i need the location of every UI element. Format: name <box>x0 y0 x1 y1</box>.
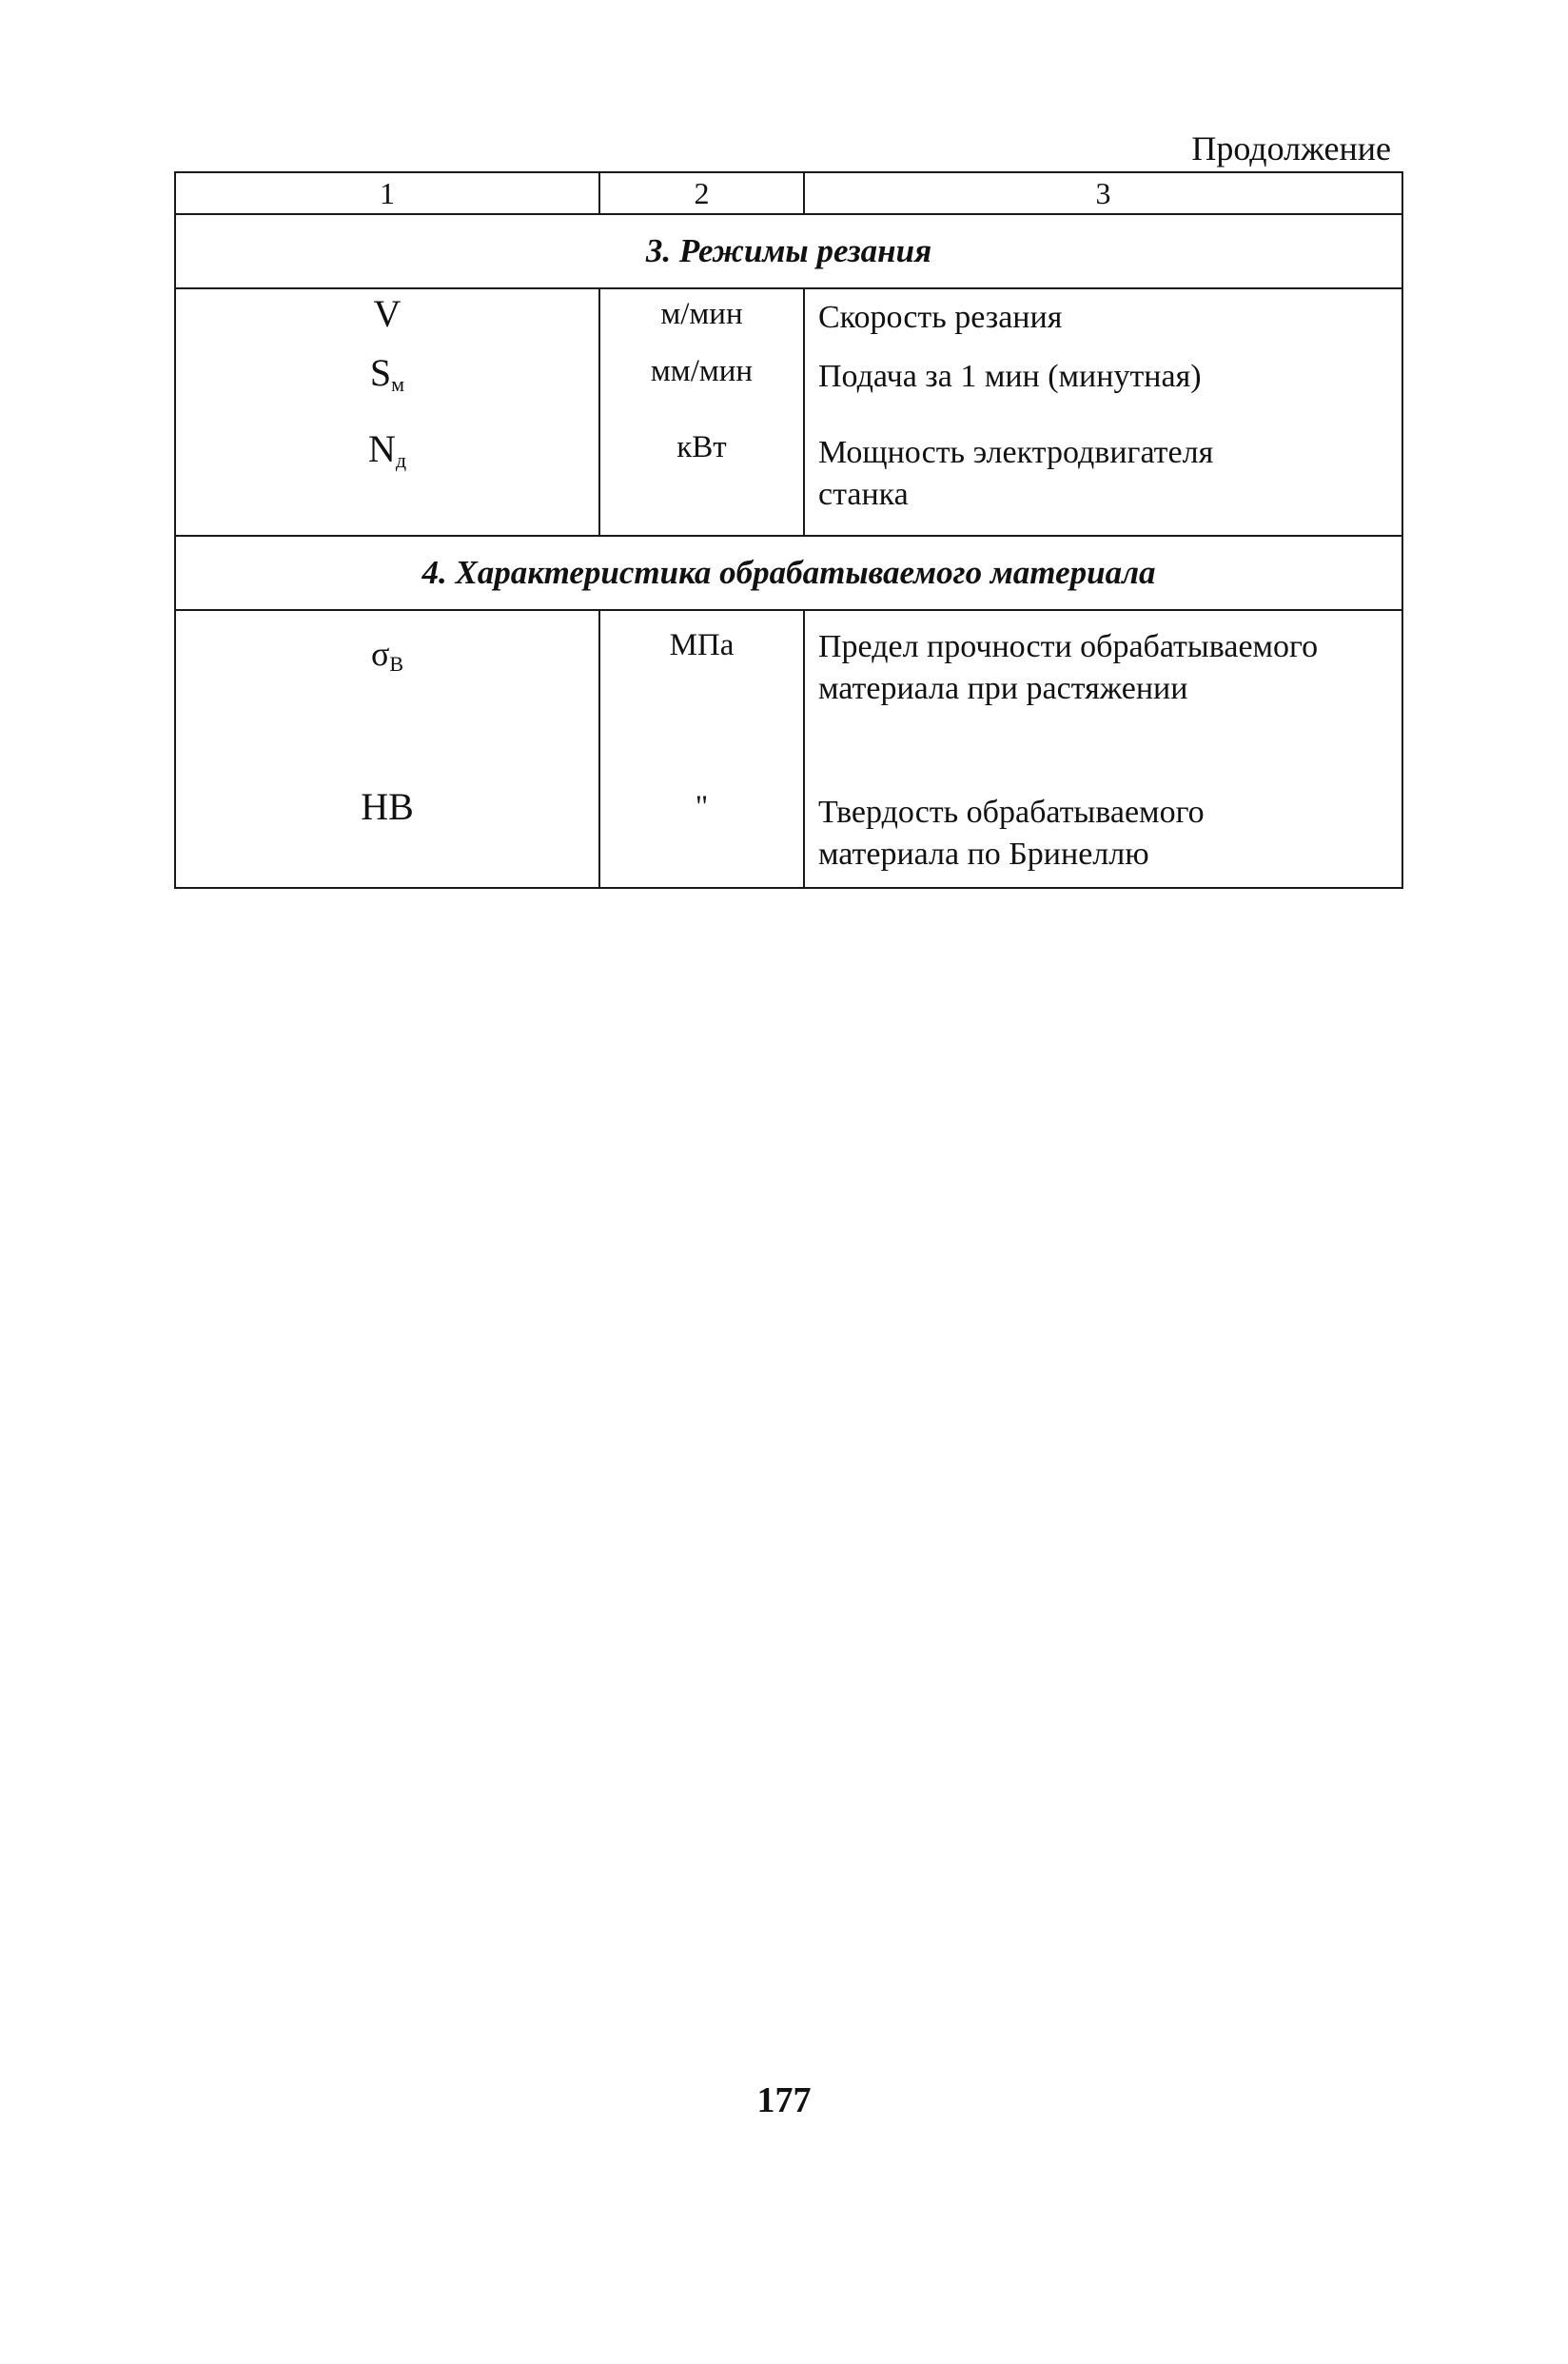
description: Подача за 1 мин (минутная) <box>818 359 1202 394</box>
symbol: $\sigma_В$ <box>370 635 404 676</box>
unit: кВт <box>676 430 727 464</box>
symbol: $S_м$ <box>369 351 405 396</box>
symbol: V <box>373 292 402 335</box>
unit: м/мин <box>660 297 743 331</box>
table-header-row <box>175 172 1402 214</box>
description: Предел прочности обрабатываемого материала при растяжении <box>818 629 1319 706</box>
description: Мощность электродвигателя станка <box>818 435 1214 512</box>
table-row <box>175 610 1402 888</box>
unit: " <box>695 790 709 824</box>
continuation-label: Продолжение <box>1191 129 1391 167</box>
section-title: 3. Режимы резания <box>175 214 1402 288</box>
symbol-cell <box>175 288 599 536</box>
unit-cell <box>599 610 804 888</box>
parameters-table <box>174 171 1403 889</box>
section-title: 4. Характеристика обрабатываемого материала <box>175 536 1402 610</box>
page-number: 177 <box>756 2080 812 2120</box>
table-row <box>175 288 1402 536</box>
symbol-cell <box>175 610 599 888</box>
section-heading-row <box>175 536 1402 610</box>
unit: МПа <box>669 628 735 662</box>
description-cell <box>804 610 1402 888</box>
unit-cell <box>599 288 804 536</box>
header-cell-3: 3 <box>804 172 1402 214</box>
section-heading-row <box>175 214 1402 288</box>
description: Скорость резания <box>818 300 1063 335</box>
symbol: $N_д$ <box>367 427 407 472</box>
symbol: HB <box>361 785 414 828</box>
unit: мм/мин <box>650 354 754 388</box>
description-cell <box>804 288 1402 536</box>
header-cell-1: 1 <box>175 172 599 214</box>
header-cell-2: 2 <box>599 172 804 214</box>
description: Твердость обрабатываемого материала по Бринеллю <box>818 795 1205 872</box>
